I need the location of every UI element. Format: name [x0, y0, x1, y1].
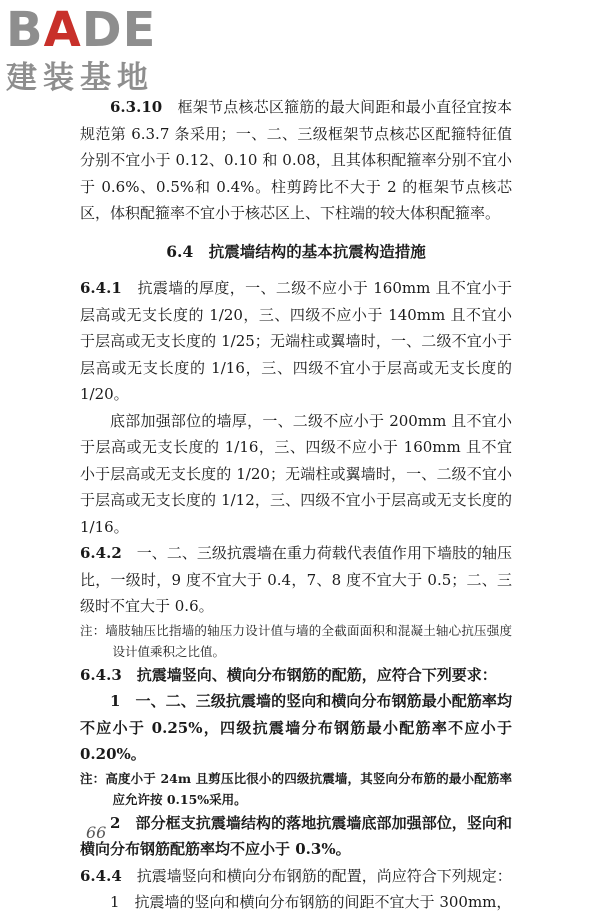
page-number: 66: [86, 823, 107, 842]
clause-6-4-3-item-1: 1 一、二、三级抗震墙的竖向和横向分布钢筋最小配筋率均不应小于 0.25%，四级抗震墙分布钢筋最小配筋率不应小于 0.20%。: [80, 692, 512, 763]
section-heading-6-4: 6.4 抗震墙结构的基本抗震构造措施: [166, 241, 426, 261]
logo-wordmark: [6, 2, 157, 58]
clause-text: 抗震墙竖向和横向分布钢筋的配置，尚应符合下列规定：: [136, 866, 512, 885]
clause-6-4-4-item-1: 1 抗震墙的竖向和横向分布钢筋的间距不宜大于 300mm，: [110, 893, 512, 911]
clause-number: 6.4.1: [80, 279, 122, 297]
logo-letters-de: DE: [81, 2, 157, 58]
clause-number: 6.4.3: [80, 665, 122, 684]
clause-6-4-2: [80, 540, 512, 620]
clause-text: 抗震墙的厚度，一、二级不应小于 160mm 且不宜小于层高或无支长度的 1/20，三、四级不应小于 140mm 且不宜小于层高或无支长度的 1/25；无端柱或翼墙时，一、二级不宜小于层高或无支长度的 1/16，三、四级不宜小于层高或无支长度的 1/20。: [80, 279, 512, 403]
bade-logo: [6, 2, 157, 96]
clause-6-4-3: [80, 662, 512, 689]
clause-6-4-4: [80, 863, 512, 890]
document-body: [80, 94, 512, 916]
clause-6-3-10: [80, 94, 512, 227]
logo-letter-a: A: [43, 2, 82, 58]
note-6-4-2: 注：墙肢轴压比指墙的轴压力设计值与墙的全截面面积和混凝土轴心抗压强度设计值乘积之比值。: [80, 622, 512, 659]
logo-subtitle: 建装基地: [6, 60, 154, 96]
note-6-4-3: 注：高度小于 24m 且剪压比很小的四级抗震墙，其竖向分布筋的最小配筋率应允许按 0.15%采用。: [80, 770, 512, 807]
clause-6-4-3-item-2: 2 部分框支抗震墙结构的落地抗震墙底部加强部位，竖向和横向分布钢筋配筋率均不应小于 0.3%。: [80, 813, 512, 858]
clause-6-4-1-paragraph-2: 底部加强部位的墙厚，一、二级不应小于 200mm 且不宜小于层高或无支长度的 1/16，三、四级不应小于 160mm 且不宜小于层高或无支长度的 1/20；无端柱或翼墙时，一、二级不宜小于层高或无支长度的 1/12，三、四级不宜小于层高或无支长度的 1/16。: [80, 411, 512, 536]
clause-number: 6.3.10: [110, 98, 163, 116]
clause-text: 框架节点核芯区箍筋的最大间距和最小直径宜按本规范第 6.3.7 条采用；一、二、三级框架节点核芯区配箍特征值分别不宜小于 0.12、0.10 和 0.08，且其体积配箍率分别不宜小于 0.6%、0.5%和 0.4%。柱剪跨比不大于 2 的框架节点核芯区，体积配箍率不宜小于核芯区上、下柱端的较大体积配箍率。: [80, 98, 512, 222]
clause-text: 一、二、三级抗震墙在重力荷载代表值作用下墙肢的轴压比，一级时，9 度不宜大于 0.4，7、8 度不宜大于 0.5；二、三级时不宜大于 0.6。: [80, 544, 512, 615]
logo-letter-b: B: [6, 2, 44, 58]
clause-number: 6.4.4: [80, 866, 122, 885]
clause-number: 6.4.2: [80, 544, 122, 562]
clause-text: 抗震墙竖向、横向分布钢筋的配筋，应符合下列要求：: [136, 665, 497, 684]
clause-6-4-1: [80, 275, 512, 408]
